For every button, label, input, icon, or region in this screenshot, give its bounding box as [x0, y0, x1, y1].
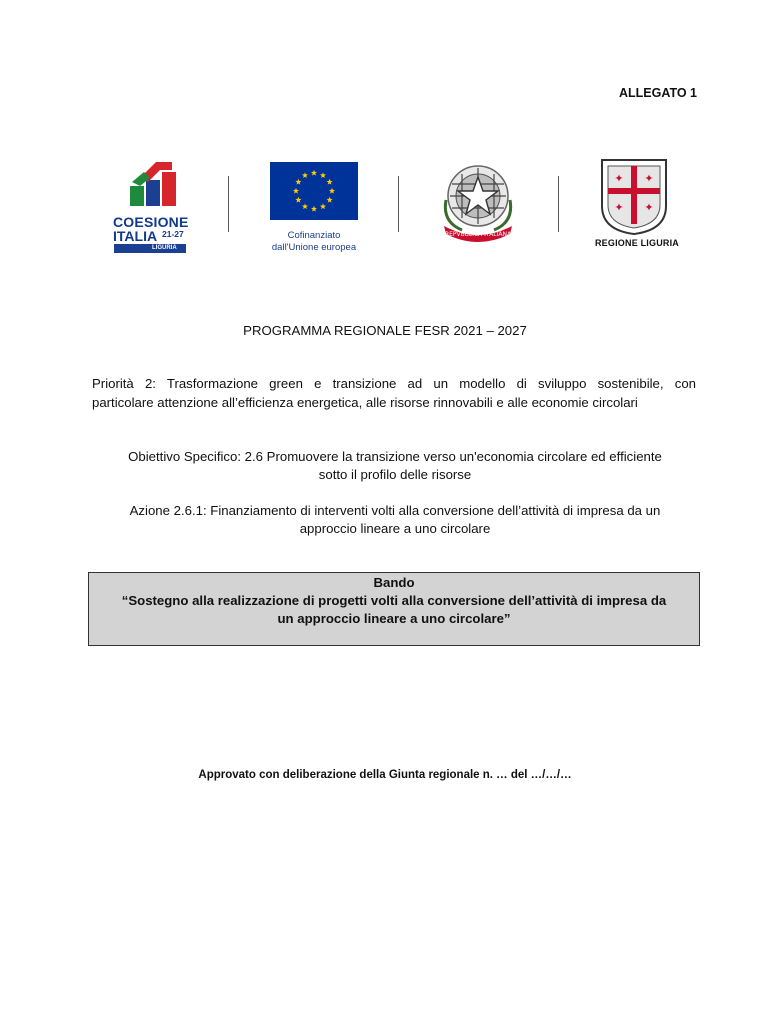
priorita-line1: Priorità 2: Trasformazione green e transizione ad un modello di sviluppo sostenibile, con — [92, 376, 696, 391]
coesione-years: 21-27 — [162, 229, 184, 239]
svg-text:✦: ✦ — [614, 201, 624, 214]
regione-liguria-logo — [582, 158, 692, 258]
azione — [80, 502, 710, 538]
coesione-arrow-icon — [126, 158, 186, 210]
eu-flag-icon — [270, 162, 358, 220]
allegato-label: ALLEGATO 1 — [618, 86, 697, 100]
liguria-name: REGIONE LIGURIA — [594, 238, 679, 248]
logo-divider — [228, 176, 229, 232]
coesione-line1: COESIONE — [113, 214, 189, 230]
logo-strip — [0, 150, 770, 260]
svg-text:✦: ✦ — [644, 172, 654, 185]
azione-line2: approccio lineare a uno circolare — [299, 521, 491, 536]
bando-title: Bando — [373, 575, 415, 590]
bando-line2: un approccio lineare a uno circolare” — [277, 611, 511, 626]
obiettivo-specifico — [80, 448, 710, 484]
logo-divider — [558, 176, 559, 232]
programma-title: PROGRAMMA REGIONALE FESR 2021 – 2027 — [243, 323, 527, 338]
obiettivo-line2: sotto il profilo delle risorse — [318, 467, 472, 482]
azione-line1: Azione 2.6.1: Finanziamento di interventi volti alla conversione dell’attività di impresa da un — [129, 503, 661, 518]
logo-divider — [398, 176, 399, 232]
coesione-line2: ITALIA — [113, 228, 158, 244]
italian-republic-emblem — [432, 160, 524, 242]
bando-box — [88, 572, 700, 646]
eu-caption-line1: Cofinanziato — [287, 230, 341, 241]
svg-text:✦: ✦ — [614, 172, 624, 185]
approvato-line: Approvato con deliberazione della Giunta regionale n. … del …/…/… — [198, 769, 572, 781]
coesione-region: LIGURIA — [152, 245, 177, 251]
svg-text:✦: ✦ — [644, 201, 654, 214]
priorita-line2: particolare attenzione all’efficienza energetica, alle risorse rinnovabili e alle economie circolari — [92, 395, 638, 410]
liguria-shield-icon — [599, 158, 669, 236]
svg-text:REPVBBLICA ITALIANA: REPVBBLICA ITALIANA — [444, 231, 512, 238]
coesione-italia-logo — [112, 158, 198, 250]
eu-cofinanziato-logo — [262, 160, 370, 253]
bando-line1: “Sostegno alla realizzazione di progetti volti alla conversione dell’attività di impresa da — [121, 593, 667, 608]
emblem-icon — [432, 160, 524, 242]
obiettivo-line1: Obiettivo Specifico: 2.6 Promuovere la transizione verso un'economia circolare ed efficiente — [128, 449, 662, 464]
eu-caption-line2: dall'Unione europea — [271, 242, 357, 253]
